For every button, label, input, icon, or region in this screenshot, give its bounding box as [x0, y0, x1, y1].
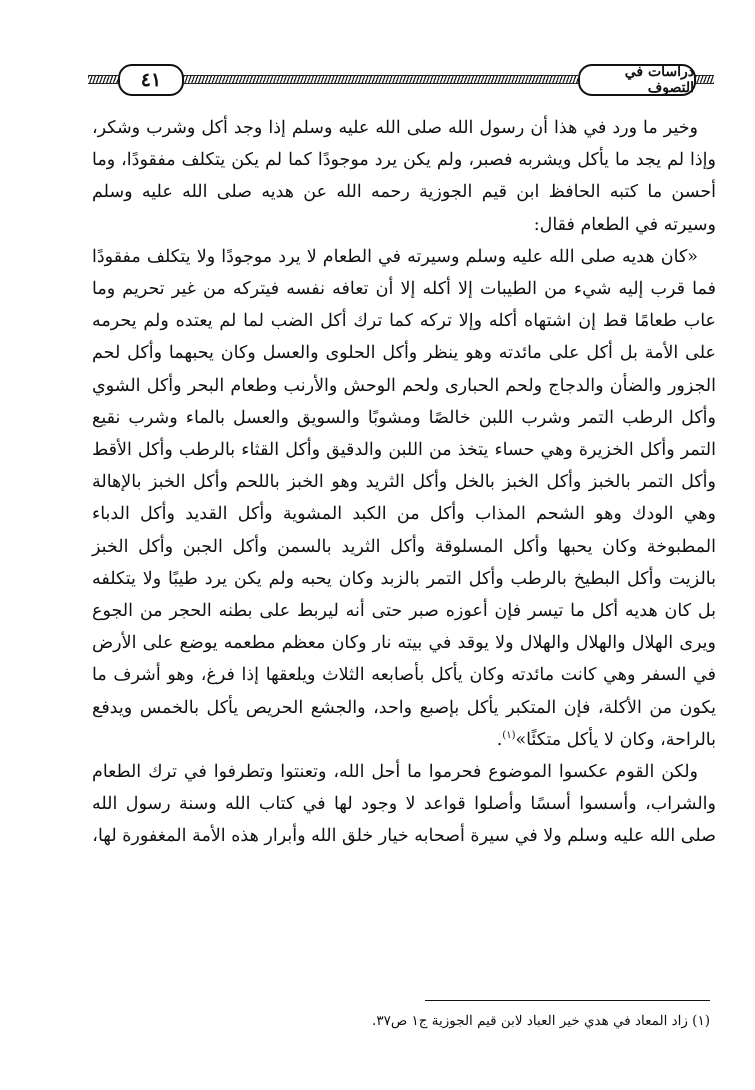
paragraph-2-quote: «كان هديه صلى الله عليه وسلم وسيرته في الطعام لا يرد موجودًا ولا يتكلف مفقودًا فما قرب إليه شيء من الطيبات إلا أكله إلا أن تعافه نفسه فيتركه من غير تحريم وما عاب طعامًا قط إن اشتهاه أكله وإلا تركه كما ترك أكل الضب لما لم يعتده ولم يحرمه على الأمة بل أكل على مائدته وهو ينظر وأكل الحلوى والعسل وكان يحبهما وأكل لحم الجزور والضأن والدجاج ولحم الحبارى ولحم الوحش والأرنب وطعام البحر وأكل الشوي وأكل الرطب التمر وشرب اللبن خالصًا ومشوبًا والسويق والعسل بالماء وشرب نقيع التمر وأكل الخزيرة وهي حساء يتخذ من اللبن والدقيق وأكل القثاء بالرطب وأكل الأقط وأكل التمر بالخبز وأكل الخبز بالخل وأكل الثريد وهو الخبز باللحم وأكل الخبز بالإهالة وهي الودك وهو الشحم المذاب وأكل من الكبد المشوية وأكل القديد وأكل الدباء المطبوخة وكان يحبها وأكل المسلوقة وأكل الثريد بالسمن وأكل الجبن وأكل الخبز بالزيت وأكل البطيخ بالرطب وأكل التمر بالزبد وكان يحبه ولم يكن يرد طيبًا ولا يتكلفه بل كان هديه أكل ما تيسر فإن أعوزه صبر حتى أنه ليربط على بطنه الحجر من الجوع ويرى الهلال والهلال والهلال ولا يوقد في بيته نار وكان معظم مطعمه يوضع على الأرض في السفر وهي كانت مائدته وكان يأكل بأصابعه الثلاث ويلعقها إذا فرغ، وهو أشرف ما يكون من الأكلة، فإن المتكبر يأكل بإصبع واحد، والجشع الحريص يأكل بالخمس ويدفع بالراحة، وكان لا يأكل متكئًا»$^{(١)}$. — [92, 246, 716, 750]
paragraph-3: ولكن القوم عكسوا الموضوع فحرموا ما أحل الله، وتعنتوا وتطرفوا في ترك الطعام والشراب، وأسسوا أسسًا وأصلوا قواعد لا وجود لها في كتاب الله وسنة رسول الله صلى الله عليه وسلم ولا في سيرة أصحابه خيار خلق الله وأبرار هذه الأمة المغفورة لها، — [92, 762, 716, 847]
header-ornament-rule-left — [88, 75, 118, 84]
book-title: دراسات في التصوف — [578, 64, 696, 96]
footnote-marker: (١) — [502, 730, 516, 742]
paragraph-1: وخير ما ورد في هذا أن رسول الله صلى الله عليه وسلم إذا وجد أكل وشرب وشكر، وإذا لم يجد ما يأكل ويشربه فصبر، ولم يكن يرد موجودًا كما لم يكن يتكلف مفقودًا، وما أحسن ما كتبه الحافظ ابن قيم الجوزية رحمه الله عن هديه صلى الله عليه وسلم وسيرته في الطعام فقال: — [92, 118, 716, 235]
running-header — [88, 62, 716, 98]
main-text — [92, 112, 716, 853]
quote-text: «كان هديه صلى الله عليه وسلم وسيرته في الطعام لا يرد موجودًا ولا يتكلف مفقودًا فما قرب إليه شيء من الطيبات إلا أكله إلا أن تعافه نفسه فيتركه من غير تحريم وما عاب طعامًا قط إن اشتهاه أكله وإلا تركه كما ترك أكل الضب لما لم يعتده ولم يحرمه على الأمة بل أكل على مائدته وهو ينظر وأكل الحلوى والعسل وكان يحبهما وأكل لحم الجزور والضأن والدجاج ولحم الحبارى ولحم الوحش والأرنب وطعام البحر وأكل الشوي وأكل الرطب التمر وشرب اللبن خالصًا ومشوبًا والسويق والعسل بالماء وشرب نقيع التمر وأكل الخزيرة وهي حساء يتخذ من اللبن والدقيق وأكل القثاء بالرطب وأكل الأقط وأكل التمر بالخبز وأكل الخبز بالخل وأكل الثريد وهو الخبز باللحم وأكل الخبز بالإهالة وهي الودك وهو الشحم المذاب وأكل من الكبد المشوية وأكل القديد وأكل الدباء المطبوخة وكان يحبها وأكل المسلوقة وأكل الثريد بالسمن وأكل الجبن وأكل الخبز بالزيت وأكل البطيخ بالرطب وأكل التمر بالزبد وكان يحبه ولم يكن يرد طيبًا ولا يتكلفه بل كان هديه أكل ما تيسر فإن أعوزه صبر حتى أنه ليربط على بطنه الحجر من الجوع ويرى الهلال والهلال والهلال ولا يوقد في بيته نار وكان معظم مطعمه يوضع على الأرض في السفر وهي كانت مائدته وكان يأكل بأصابعه الثلاث ويلعقها إذا فرغ، وهو أشرف ما يكون من الأكلة، فإن المتكبر يأكل بإصبع واحد، والجشع الحريص يأكل بالخمس ويدفع بالراحة، وكان لا يأكل متكئًا» — [92, 246, 716, 750]
page-number: ٤١ — [118, 64, 184, 96]
header-ornament-rule-middle — [180, 75, 578, 84]
footnote: (١) زاد المعاد في هدي خير العباد لابن قيم الجوزية ج١ ص٣٧. — [372, 1013, 710, 1029]
footnote-separator — [425, 1000, 710, 1001]
